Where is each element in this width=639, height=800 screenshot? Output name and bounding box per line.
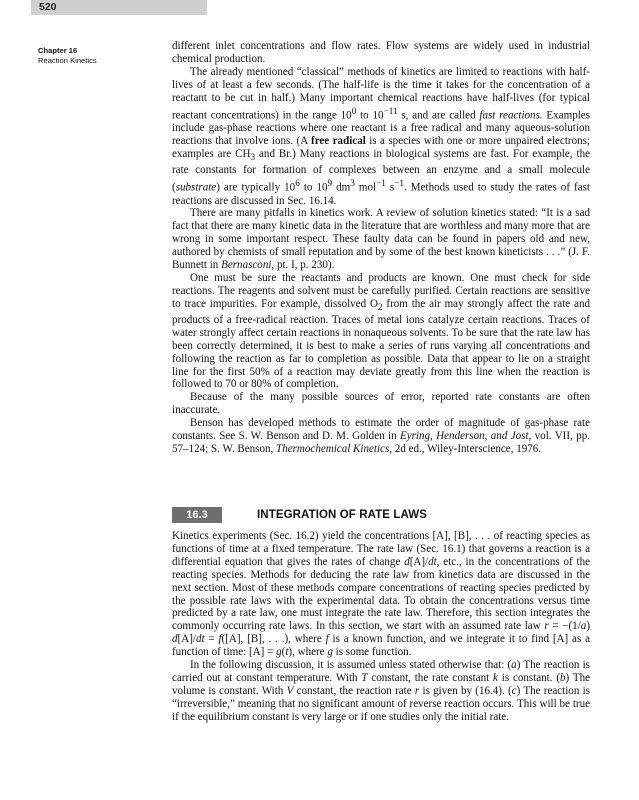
main-text [172,40,590,456]
paragraph: Benson has developed methods to estimate the order of magnitude of gas-phase rate constants. See S. W. Benson and D. M. Golden in Eyring, Henderson, and Jost, vol. VII, pp. 57–124; S. W. Benson, Thermochemical Kinetics, 2d ed., Wiley-Interscience, 1976. [172,417,590,455]
paragraph: One must be sure the reactants and products are known. One must check for side reactions. The reagents and solvent must be carefully purified. Certain reactions are sensitive to trace impurities. For example, dissolved $O_2$ from the air may strongly affect the rate and products of a free-radical reaction. Traces of metal ions catalyze certain reactions. Traces of water strongly affect certain reactions in nonaqueous solvents. To be sure that the rate law has been correctly determined, it is best to make a series of runs varying all concentrations and following the reaction as far to completion as possible. Data that appear to lie on a straight line for the first 50% of a reaction may deviate greatly from this line when the reaction is followed to 70 or 80% of completion. [172,271,590,391]
page-number: 520 [39,1,57,13]
paragraph: There are many pitfalls in kinetics work. A review of solution kinetics stated: “It is a sad fact that there are many kinetic data in the literature that are worthless and many more that are wrong in some important respect. These faulty data can be found in papers old and new, authored by chemists of small reputation and by some of the best known kineticists . . .” (J. F. Bunnett in Bernasconi, pt. I, p. 230). [172,207,590,272]
section-title: INTEGRATION OF RATE LAWS [257,509,427,521]
chapter-sidenote [38,46,158,65]
term-free-radical: free radical [311,135,366,148]
section-number: 16.3 [172,507,222,523]
paragraph: Kinetics experiments (Sec. 16.2) yield the concentrations [A], [B], . . . of reacting species as functions of time at a fixed temperature. The rate law (Sec. 16.1) that governs a reaction is a differential equation that gives the rates of change d[A]/dt, etc., in the concentrations of the reacting species. Methods for deducing the rate law from kinetics data are discussed in the next section. Most of these methods compare concentrations of reacting species predicted by the possible rate laws with the experimental data. To obtain the concentrations versus time predicted by a rate law, one must integrate the rate law. Therefore, this section integrates the commonly occurring rate laws. In this section, we start with an assumed rate law r = −(1/a) d[A]/dt = f([A], [B], . . .), where f is a known function, and we integrate it to find [A] as a function of time: [A] = g(t), where g is some function. [172,530,590,659]
section-heading [172,507,590,523]
paragraph: In the following discussion, it is assumed unless stated otherwise that: (a) The reaction is carried out at constant temperature. With T constant, the rate constant k is constant. (b) The volume is constant. With V constant, the reaction rate r is given by (16.4). (c) The reaction is “irreversible,” meaning that no significant amount of reverse reaction occurs. This will be true if the equilibrium constant is very large or if one studies only the initial rate. [172,659,591,723]
paragraph: different inlet concentrations and flow rates. Flow systems are widely used in industrial chemical production. [172,40,590,65]
section-text [172,530,590,724]
chapter-name: Reaction Kinetics [38,55,97,65]
paragraph: Because of the many possible sources of error, reported rate constants are often inaccurate. [172,391,590,417]
page-number-bar [31,0,207,15]
chapter-label: Chapter 16 [38,46,78,55]
paragraph: The already mentioned “classical” methods of kinetics are limited to reactions with half-lives of at least a few seconds. (The half-life is the time it takes for the concentration of a reactant to be cut in half.) Many important chemical reactions have half-lives (for typical reactant concentrations) in the range $10^0$ to $10^{-11}$ s, and are called fast reactions. Examples include gas-phase reactions where one reactant is a free radical and many aqueous-solution reactions that involve ions. (A free radical is a species with one or more unpaired electrons; examples are $CH_3$ and Br.) Many reactions in biological systems are fast. For example, the rate constants for formation of complexes between an enzyme and a small molecule (substrate) are typically $10^6$ to $10^9$ $dm^3$ mol$^{-1}$ $s^{-1}$. Methods used to study the rates of fast reactions are discussed in Sec. 16.14. [172,65,590,207]
